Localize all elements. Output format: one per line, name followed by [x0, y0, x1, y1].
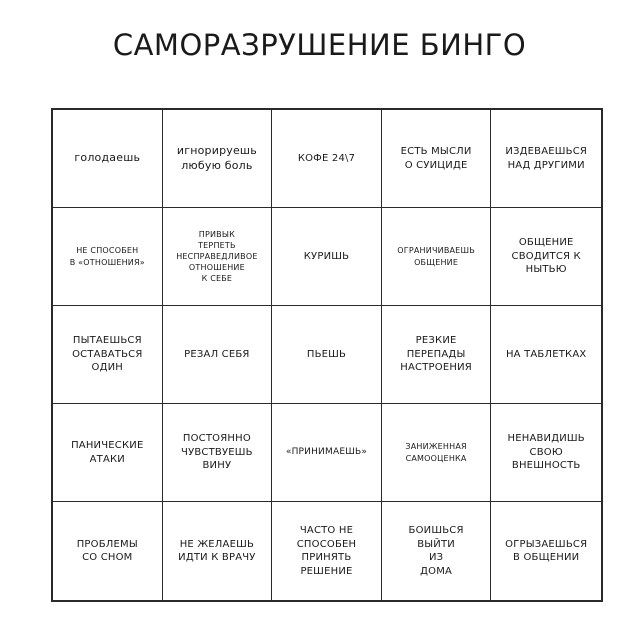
bingo-cell	[53, 306, 163, 404]
bingo-cell	[163, 208, 273, 306]
bingo-cell-label: НЕНАВИДИШЬ СВОЮ ВНЕШНОСТЬ	[507, 433, 585, 472]
bingo-cell	[491, 306, 601, 404]
bingo-cell-label: КОФЕ 24\7	[297, 152, 356, 164]
bingo-cell-label: НА ТАБЛЕТКАХ	[505, 348, 587, 360]
bingo-cell	[53, 404, 163, 502]
bingo-cell-label: ЗАНИЖЕННАЯ САМООЦЕНКА	[405, 442, 467, 463]
bingo-cell-label: ОГРЫЗАЕШЬСЯ В ОБЩЕНИИ	[505, 538, 588, 563]
bingo-cell	[382, 306, 492, 404]
bingo-cell-label: ПОСТОЯННО ЧУВСТВУЕШЬ ВИНУ	[181, 433, 253, 472]
bingo-cell-label: БОИШЬСЯ ВЫЙТИ ИЗ ДОМА	[408, 525, 464, 577]
bingo-cell-label: ЧАСТО НЕ СПОСОБЕН ПРИНЯТЬ РЕШЕНИЕ	[296, 525, 357, 577]
bingo-cell	[491, 208, 601, 306]
bingo-cell	[272, 404, 382, 502]
bingo-cell-label: ЕСТЬ МЫСЛИ О СУИЦИДЕ	[400, 146, 472, 171]
bingo-cell	[382, 110, 492, 208]
bingo-cell	[53, 208, 163, 306]
bingo-cell	[382, 208, 492, 306]
bingo-cell	[272, 110, 382, 208]
page-title: САМОРАЗРУШЕНИЕ БИНГО	[112, 28, 527, 62]
bingo-cell	[53, 110, 163, 208]
bingo-cell-label: ПРОБЛЕМЫ СО СНОМ	[76, 538, 138, 563]
bingo-cell-label: ОБЩЕНИЕ СВОДИТСЯ К НЫТЬЮ	[511, 237, 581, 276]
bingo-cell-label: ПАНИЧЕСКИЕ АТАКИ	[71, 440, 144, 465]
bingo-cell	[163, 306, 273, 404]
bingo-cell-label: КУРИШЬ	[303, 250, 350, 262]
bingo-cell-label: РЕЗАЛ СЕБЯ	[184, 348, 250, 360]
bingo-cell	[272, 306, 382, 404]
bingo-cell-label: голодаешь	[74, 151, 141, 165]
bingo-cell-label: ОГРАНИЧИВАЕШЬ ОБЩЕНИЕ	[397, 246, 475, 267]
bingo-cell	[163, 502, 273, 600]
bingo-cell	[272, 502, 382, 600]
bingo-cell	[491, 110, 601, 208]
bingo-cell	[382, 502, 492, 600]
bingo-cell	[53, 502, 163, 600]
bingo-cell	[382, 404, 492, 502]
bingo-cell-label: ПЬЕШЬ	[306, 348, 347, 360]
bingo-cell-label: ПЫТАЕШЬСЯ ОСТАВАТЬСЯ ОДИН	[72, 335, 143, 374]
bingo-cell-label: ИЗДЕВАЕШЬСЯ НАД ДРУГИМИ	[505, 146, 588, 171]
bingo-cell-label: НЕ СПОСОБЕН В «ОТНОШЕНИЯ»	[69, 246, 145, 267]
bingo-cell-label: ПРИВЫК ТЕРПЕТЬ НЕСПРАВЕДЛИВОЕ ОТНОШЕНИЕ К СЕБЕ	[176, 229, 258, 284]
bingo-cell-label: НЕ ЖЕЛАЕШЬ ИДТИ К ВРАЧУ	[178, 538, 256, 563]
bingo-cell-label: игнорируешь любую боль	[176, 143, 257, 172]
bingo-cell-label: РЕЗКИЕ ПЕРЕПАДЫ НАСТРОЕНИЯ	[400, 335, 472, 374]
bingo-cell	[272, 208, 382, 306]
bingo-cell	[491, 404, 601, 502]
bingo-cell-label: «ПРИНИМАЕШЬ»	[285, 447, 368, 458]
bingo-cell	[163, 404, 273, 502]
bingo-cell	[491, 502, 601, 600]
bingo-cell	[163, 110, 273, 208]
bingo-board	[51, 108, 603, 602]
